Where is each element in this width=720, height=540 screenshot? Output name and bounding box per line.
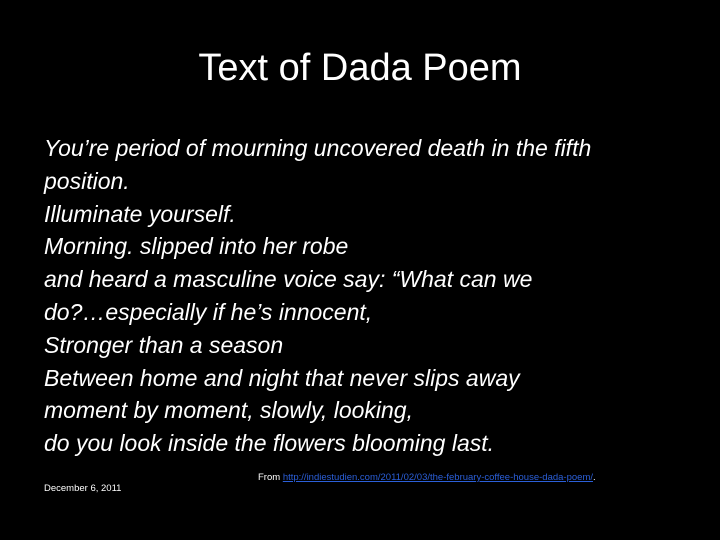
poem-line: do?…especially if he’s innocent, — [44, 298, 373, 325]
poem-line: You’re period of mourning uncovered death in the fifth — [44, 135, 592, 161]
poem-line: Stronger than a season — [44, 331, 284, 358]
poem-line: Morning. slipped into her robe — [44, 233, 349, 260]
poem-line: Between home and night that never slips away — [44, 364, 520, 391]
poem-line: Illuminate yourself. — [44, 200, 236, 227]
source-link[interactable]: http://indiestudien.com/2011/02/03/the-february-coffee-house-dada-poem/ — [282, 472, 593, 483]
poem-line: do you look inside the flowers blooming last. — [44, 430, 495, 457]
footer-date: December 6, 2011 — [44, 483, 122, 494]
footer-source — [258, 472, 596, 484]
poem-line: and heard a masculine voice say: “What can we — [44, 266, 533, 293]
poem-body — [44, 132, 684, 460]
source-suffix: . — [593, 472, 596, 483]
poem-line: moment by moment, slowly, looking, — [44, 397, 413, 424]
poem-line: position. — [44, 167, 130, 194]
slide-title: Text of Dada Poem — [198, 47, 522, 89]
source-prefix: From — [258, 472, 283, 483]
